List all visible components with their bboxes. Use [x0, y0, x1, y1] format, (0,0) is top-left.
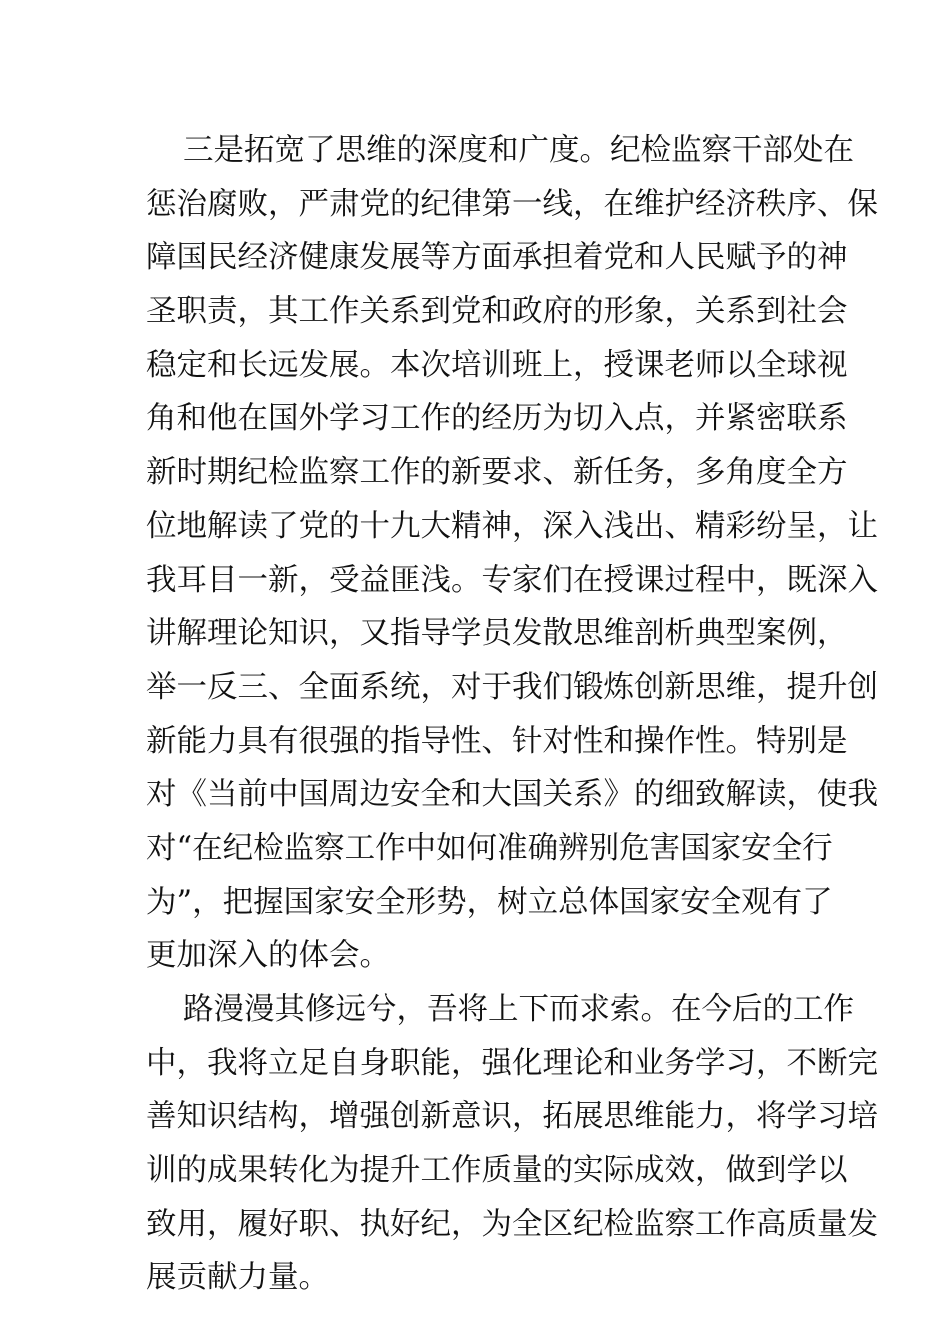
text-line: 对“在纪检监察工作中如何准确辨别危害国家安全行	[146, 830, 833, 866]
text-line: 三是拓宽了思维的深度和广度。纪检监察干部处在	[183, 133, 854, 168]
text-line: 举一反三、全面系统，对于我们锻炼创新思维，提升创	[146, 669, 878, 705]
text-line: 善知识结构，增强创新意识，拓展思维能力，将学习培	[146, 1099, 878, 1135]
text-line: 新能力具有很强的指导性、针对性和操作性。特别是	[146, 723, 848, 759]
text-line: 中，我将立足自身职能，强化理论和业务学习，不断完	[146, 1045, 878, 1081]
text-line: 路漫漫其修远兮，吾将上下而求索。在今后的工作	[183, 992, 854, 1027]
text-line: 讲解理论知识，又指导学员发散思维剖析典型案例，	[146, 616, 848, 652]
text-line: 位地解读了党的十九大精神，深入浅出、精彩纷呈，让	[146, 508, 878, 544]
text-line: 致用，履好职、执好纪，为全区纪检监察工作高质量发	[146, 1206, 878, 1242]
text-line: 障国民经济健康发展等方面承担着党和人民赋予的神	[146, 240, 848, 276]
paragraph-2	[146, 983, 878, 1305]
text-line: 角和他在国外学习工作的经历为切入点，并紧密联系	[146, 401, 848, 437]
text-line: 训的成果转化为提升工作质量的实际成效，做到学以	[146, 1153, 848, 1189]
text-line: 展贡献力量。	[146, 1260, 329, 1296]
text-line: 圣职责，其工作关系到党和政府的形象，关系到社会	[146, 294, 848, 330]
text-line: 惩治腐败，严肃党的纪律第一线，在维护经济秩序、保	[146, 186, 878, 222]
text-line: 新时期纪检监察工作的新要求、新任务，多角度全方	[146, 455, 848, 491]
text-line: 为”，把握国家安全形势，树立总体国家安全观有了	[146, 884, 833, 920]
text-line: 更加深入的体会。	[146, 938, 390, 974]
text-line: 稳定和长远发展。本次培训班上，授课老师以全球视	[146, 347, 848, 383]
text-line: 对《当前中国周边安全和大国关系》的细致解读，使我	[146, 777, 878, 813]
text-line: 我耳目一新，受益匪浅。专家们在授课过程中，既深入	[146, 562, 878, 598]
paragraph-1	[146, 124, 878, 983]
document-body	[146, 124, 878, 1305]
